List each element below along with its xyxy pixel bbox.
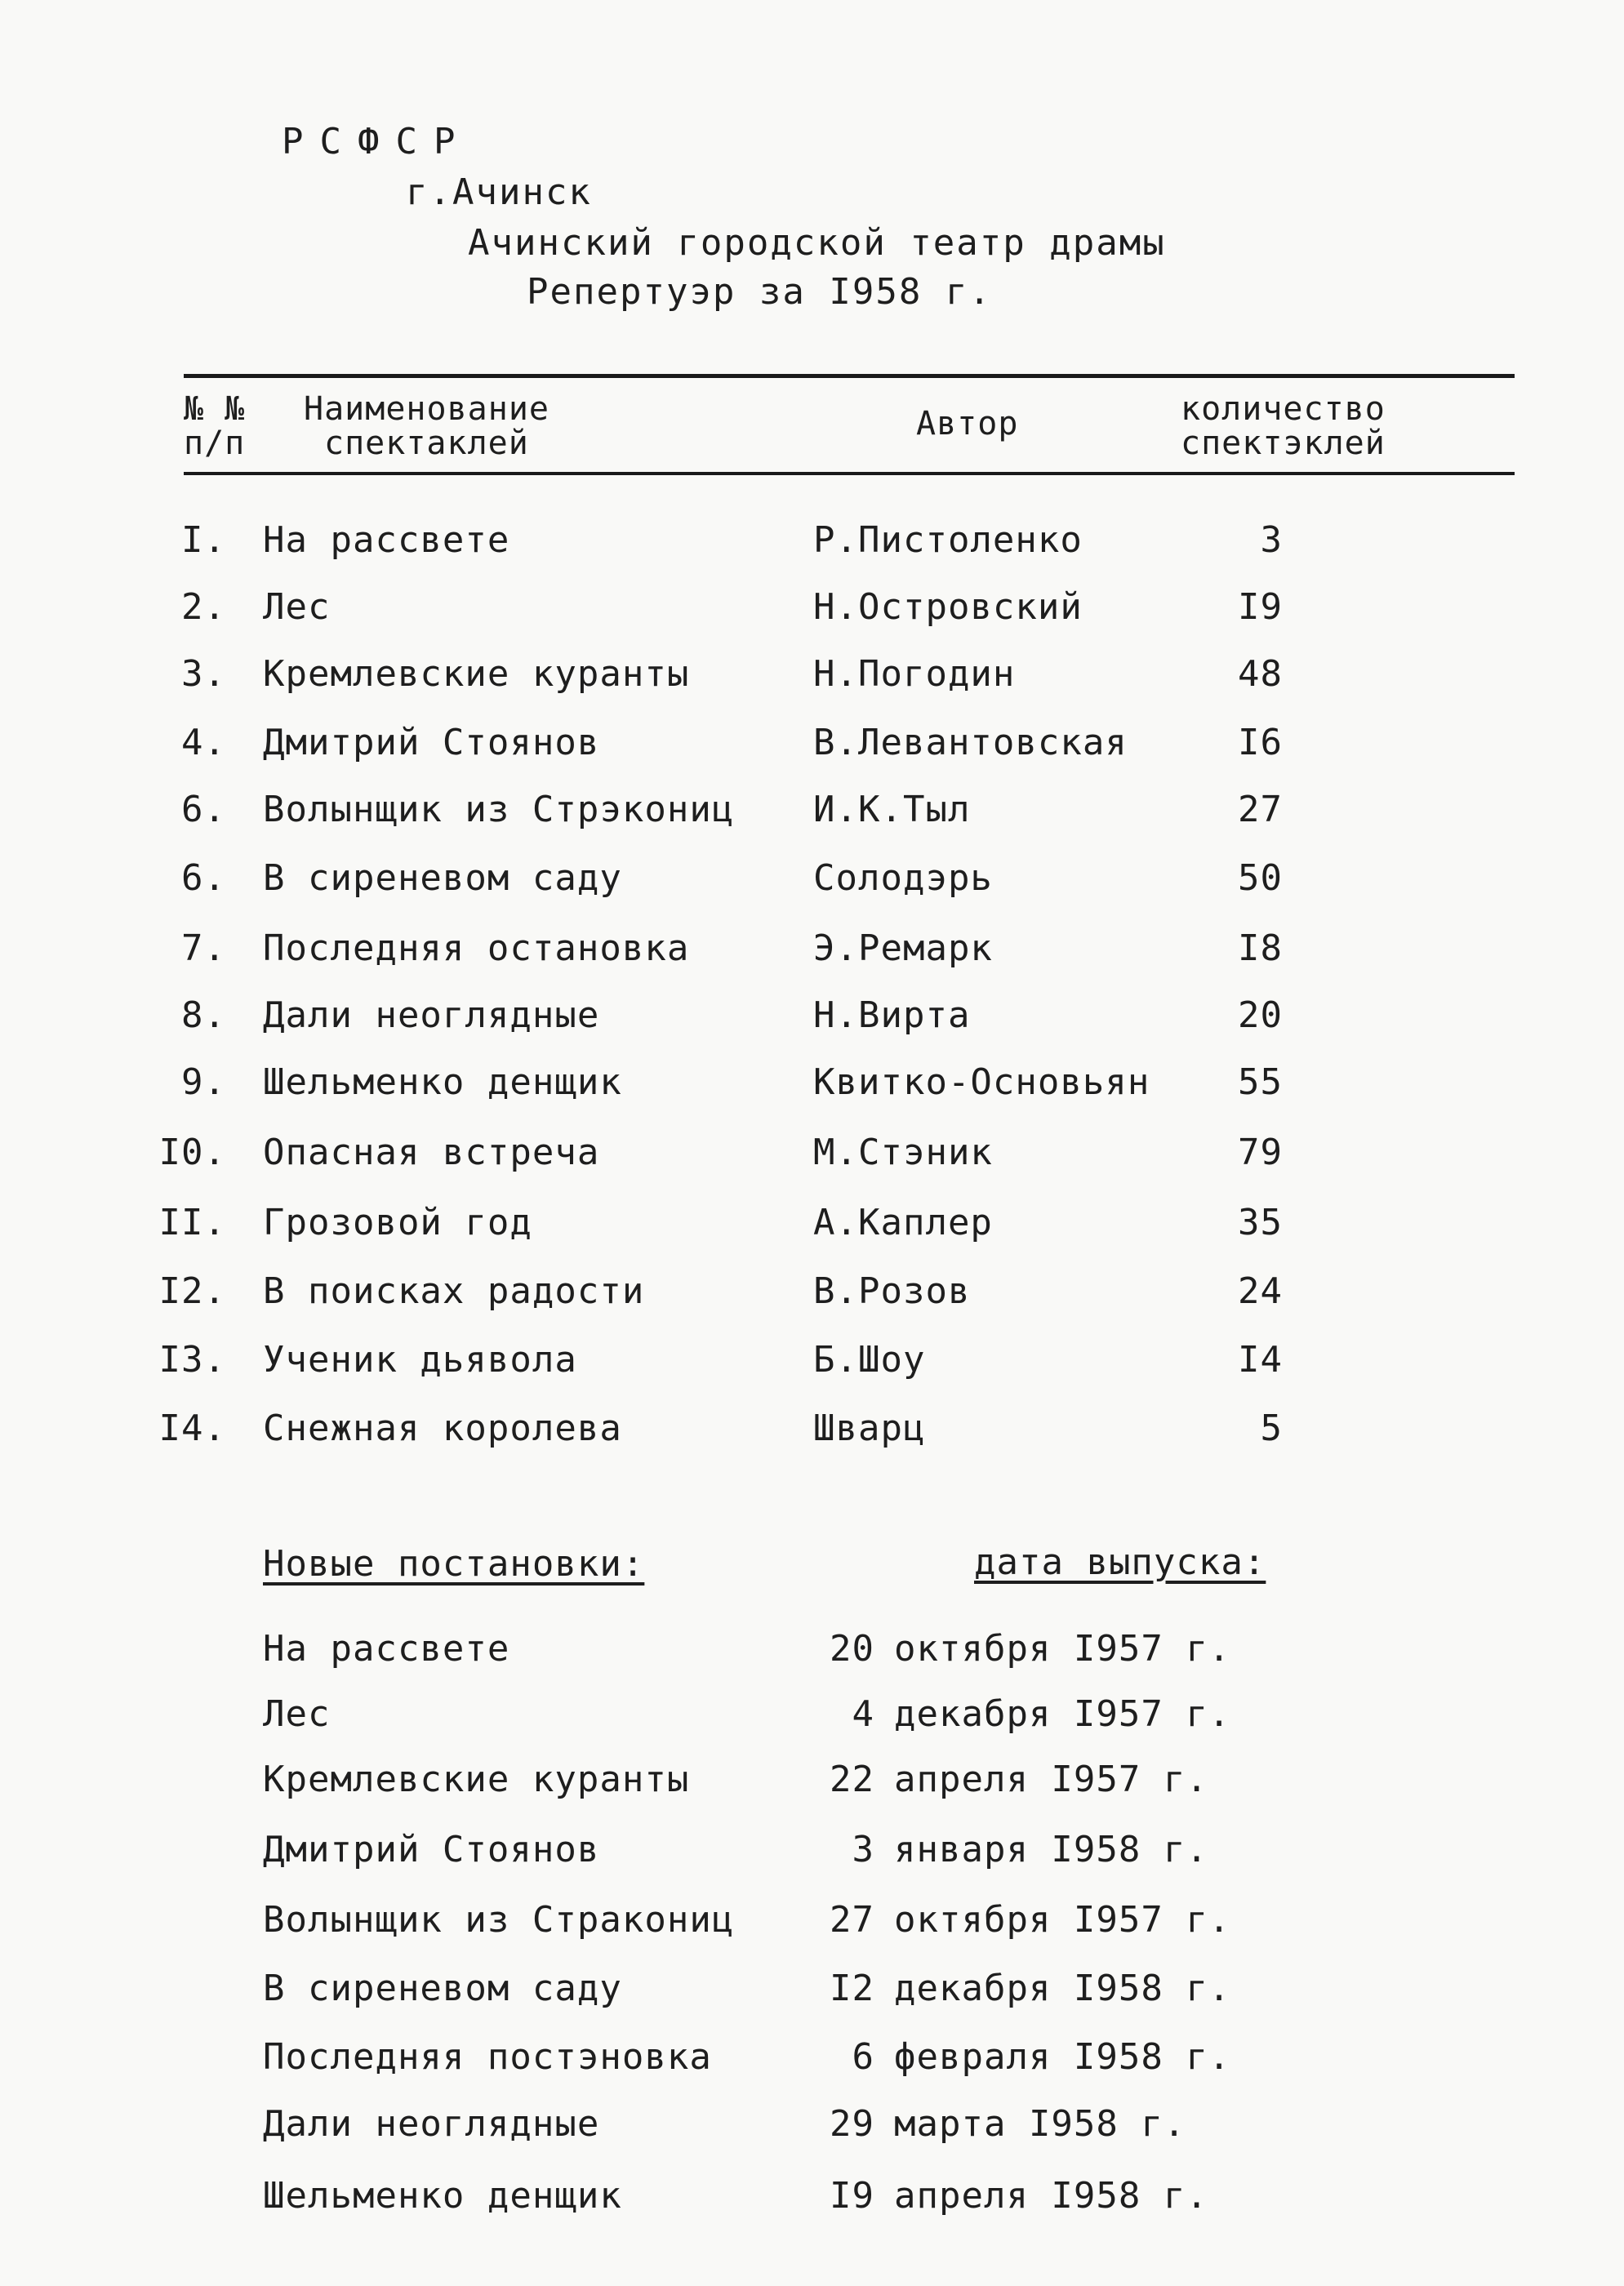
performance-count: I6 xyxy=(1238,722,1283,763)
play-author: Н.Погодин xyxy=(813,653,1016,695)
play-title: Опасная встреча xyxy=(263,1132,600,1173)
release-day: 29 xyxy=(830,2103,874,2145)
release-date: апреля I958 г. xyxy=(894,2175,1208,2217)
city-heading: г.Ачинск xyxy=(406,171,592,213)
column-header-author: Автор xyxy=(916,405,1019,443)
row-number: 9. xyxy=(181,1061,226,1103)
table-top-rule xyxy=(184,374,1515,378)
new-productions-heading: Новые постановки: xyxy=(263,1543,645,1585)
document-title: Репертуэр за I958 г. xyxy=(527,271,992,313)
list-item xyxy=(0,1968,1624,2017)
production-title: Дали неоглядные xyxy=(263,2103,600,2145)
table-row xyxy=(0,722,1624,771)
table-row xyxy=(0,1339,1624,1388)
release-date-heading: дата выпуска: xyxy=(974,1541,1266,1583)
table-row xyxy=(0,586,1624,635)
play-title: Грозовой год xyxy=(263,1202,532,1243)
production-title: Лес xyxy=(263,1693,331,1735)
release-day: I2 xyxy=(830,1968,874,2009)
release-date: января I958 г. xyxy=(894,1829,1208,1870)
play-author: Шварц xyxy=(813,1408,926,1449)
play-author: Квитко-Основьян xyxy=(813,1061,1150,1103)
release-day: 22 xyxy=(830,1759,874,1800)
play-title: В сиреневом саду xyxy=(263,857,622,899)
row-number: 6. xyxy=(181,857,226,899)
performance-count: 27 xyxy=(1238,789,1283,830)
release-date: декабря I957 г. xyxy=(894,1693,1231,1735)
play-title: Лес xyxy=(263,586,331,628)
row-number: I2. xyxy=(158,1270,226,1312)
production-title: В сиреневом саду xyxy=(263,1968,622,2009)
release-date: октября I957 г. xyxy=(894,1899,1231,1941)
release-day: 4 xyxy=(852,1693,874,1735)
row-number: 8. xyxy=(181,994,226,1036)
performance-count: 3 xyxy=(1260,519,1283,561)
play-title: Шельменко денщик xyxy=(263,1061,622,1103)
row-number: II. xyxy=(158,1202,226,1243)
production-title: На рассвете xyxy=(263,1628,510,1670)
play-title: Волынщик из Стрэкониц xyxy=(263,789,735,830)
play-title: Дали неоглядные xyxy=(263,994,600,1036)
performance-count: 5 xyxy=(1260,1408,1283,1449)
table-row xyxy=(0,653,1624,702)
release-day: 3 xyxy=(852,1829,874,1870)
production-title: Волынщик из Стракониц xyxy=(263,1899,735,1941)
row-number: 4. xyxy=(181,722,226,763)
list-item xyxy=(0,1899,1624,1948)
play-title: На рассвете xyxy=(263,519,510,561)
performance-count: 24 xyxy=(1238,1270,1283,1312)
country-heading: РСФСР xyxy=(282,121,472,162)
play-author: В.Левантовская xyxy=(813,722,1128,763)
row-number: I4. xyxy=(158,1408,226,1449)
row-number: 6. xyxy=(181,789,226,830)
play-title: Ученик дьявола xyxy=(263,1339,577,1381)
play-author: Э.Ремарк xyxy=(813,927,993,969)
performance-count: 55 xyxy=(1238,1061,1283,1103)
performance-count: 50 xyxy=(1238,857,1283,899)
list-item xyxy=(0,2036,1624,2085)
performance-count: 79 xyxy=(1238,1132,1283,1173)
release-day: 20 xyxy=(830,1628,874,1670)
table-row xyxy=(0,1270,1624,1319)
table-row xyxy=(0,519,1624,568)
performance-count: I4 xyxy=(1238,1339,1283,1381)
column-header-count: количество спектэклей xyxy=(1181,390,1386,462)
column-header-name: Наименование спектаклей xyxy=(304,390,549,462)
row-number: I. xyxy=(181,519,226,561)
list-item xyxy=(0,2103,1624,2152)
play-author: И.К.Тыл xyxy=(813,789,971,830)
release-date: декабря I958 г. xyxy=(894,1968,1231,2009)
table-row xyxy=(0,1061,1624,1110)
performance-count: I8 xyxy=(1238,927,1283,969)
release-date: октября I957 г. xyxy=(894,1628,1231,1670)
list-item xyxy=(0,1829,1624,1878)
play-author: В.Розов xyxy=(813,1270,971,1312)
list-item xyxy=(0,1759,1624,1808)
table-row xyxy=(0,1408,1624,1457)
table-row xyxy=(0,1202,1624,1251)
row-number: 2. xyxy=(181,586,226,628)
play-author: Б.Шоу xyxy=(813,1339,926,1381)
play-author: Солодэрь xyxy=(813,857,993,899)
table-row xyxy=(0,1132,1624,1181)
table-row xyxy=(0,994,1624,1043)
play-author: А.Каплер xyxy=(813,1202,993,1243)
table-row xyxy=(0,927,1624,976)
production-title: Последняя постэновка xyxy=(263,2036,712,2078)
performance-count: 48 xyxy=(1238,653,1283,695)
table-row xyxy=(0,857,1624,906)
row-number: 3. xyxy=(181,653,226,695)
row-number: I0. xyxy=(158,1132,226,1173)
table-header-rule xyxy=(184,472,1515,475)
play-author: М.Стэник xyxy=(813,1132,993,1173)
play-title: Последняя остановка xyxy=(263,927,690,969)
performance-count: I9 xyxy=(1238,586,1283,628)
release-date: февраля I958 г. xyxy=(894,2036,1231,2078)
production-title: Шельменко денщик xyxy=(263,2175,622,2217)
play-author: Н.Вирта xyxy=(813,994,971,1036)
theatre-heading: Ачинский городской театр драмы xyxy=(468,222,1166,264)
row-number: 7. xyxy=(181,927,226,969)
play-title: В поисках радости xyxy=(263,1270,645,1312)
release-day: 6 xyxy=(852,2036,874,2078)
production-title: Дмитрий Стоянов xyxy=(263,1829,600,1870)
release-date: апреля I957 г. xyxy=(894,1759,1208,1800)
play-author: Н.Островский xyxy=(813,586,1083,628)
play-author: Р.Пистоленко xyxy=(813,519,1083,561)
production-title: Кремлевские куранты xyxy=(263,1759,690,1800)
release-date: марта I958 г. xyxy=(894,2103,1186,2145)
list-item xyxy=(0,2175,1624,2224)
list-item xyxy=(0,1628,1624,1677)
performance-count: 20 xyxy=(1238,994,1283,1036)
release-day: I9 xyxy=(830,2175,874,2217)
performance-count: 35 xyxy=(1238,1202,1283,1243)
release-day: 27 xyxy=(830,1899,874,1941)
play-title: Дмитрий Стоянов xyxy=(263,722,600,763)
row-number: I3. xyxy=(158,1339,226,1381)
table-row xyxy=(0,789,1624,838)
list-item xyxy=(0,1693,1624,1742)
play-title: Кремлевские куранты xyxy=(263,653,690,695)
column-header-number: № № п/п xyxy=(184,390,246,462)
play-title: Снежная королева xyxy=(263,1408,622,1449)
